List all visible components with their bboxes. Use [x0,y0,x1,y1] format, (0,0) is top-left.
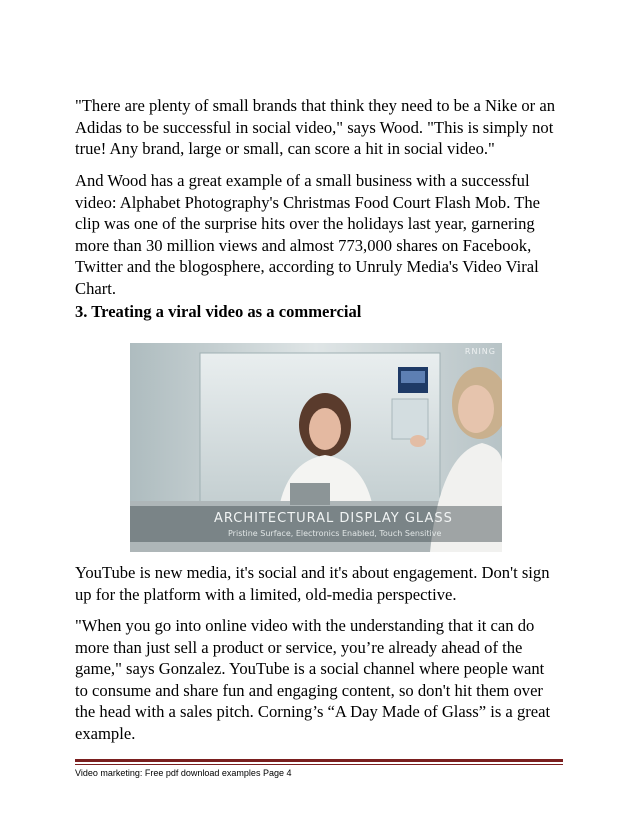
image-caption-title: ARCHITECTURAL DISPLAY GLASS [214,511,453,526]
paragraph-flash-mob-example: And Wood has a great example of a small business with a successful video: Alphabet Photography's Christmas Food Court Flash Mob. The clip was one of the surprise hits over the holidays last year, garnering more than 30 million views and almost 773,000 shares on Facebook, Twitter and the blogosphere, according to Unruly Media's Video Viral Chart. [75,171,540,298]
image-watermark: RNING [464,347,496,356]
video-still-image [130,343,502,552]
image-caption-subtitle: Pristine Surface, Electronics Enabled, Touch Sensitive [228,529,442,538]
footer-rule-thin [75,764,563,765]
footer-rule [75,759,563,762]
paragraph-youtube-new-media: YouTube is new media, it's social and it's about engagement. Don't sign up for the platform with a limited, old-media perspective. [75,563,550,604]
page-footer: Video marketing: Free pdf download examples Page 4 [75,768,292,778]
paragraph-wood-quote: "There are plenty of small brands that think they need to be a Nike or an Adidas to be successful in social video," says Wood. "This is simply not true! Any brand, large or small, can score a hit in social video." [75,96,555,158]
paragraph-gonzalez-quote: "When you go into online video with the understanding that it can do more than just sell a product or service, you’re already ahead of the game," says Gonzalez. YouTube is a social channel where people want to consume and share fun and engaging content, so don't hit them over the head with a sales pitch. Corning’s “A Day Made of Glass” is a great example. [75,616,551,743]
section-heading: 3. Treating a viral video as a commercial [75,302,362,321]
